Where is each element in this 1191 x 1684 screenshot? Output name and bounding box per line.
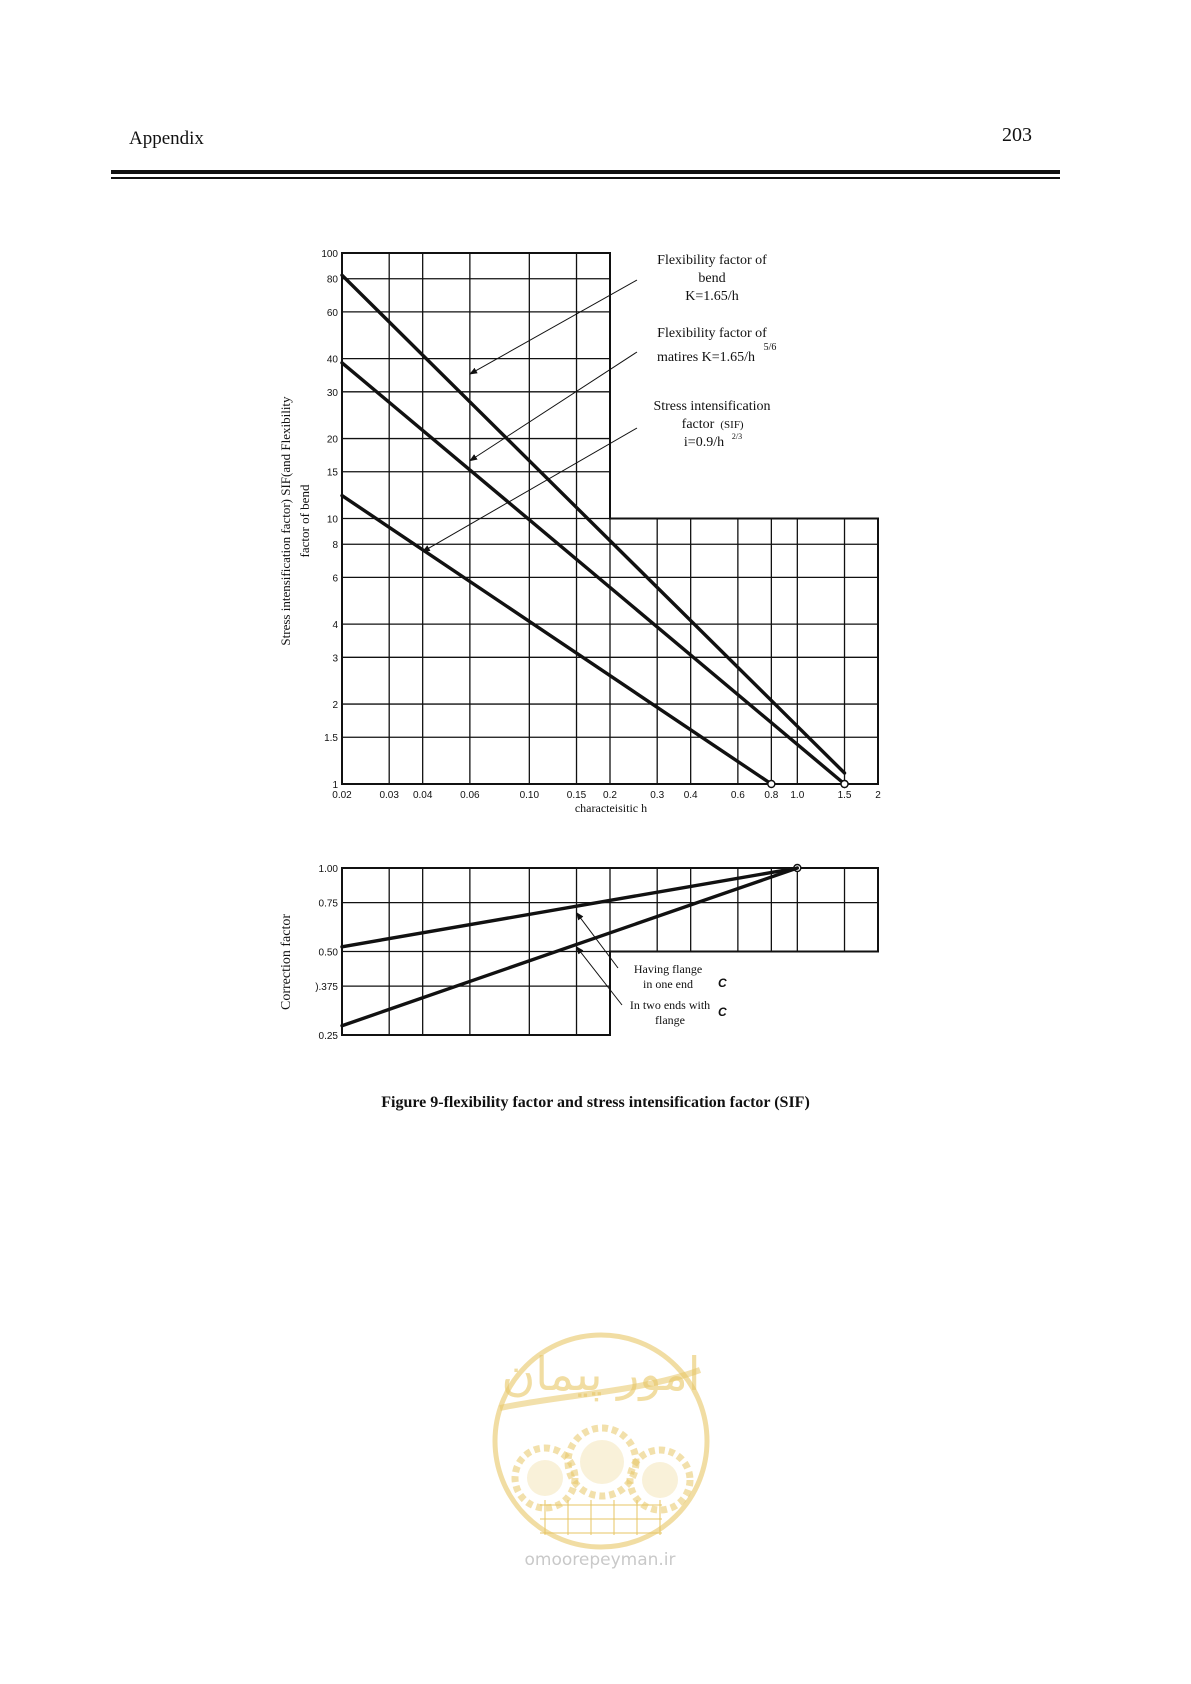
y-tick-label: 15 [326, 467, 338, 479]
annotation-sif-abbrev: (SIF) [720, 419, 744, 431]
y-tick-label: 4 [332, 620, 338, 632]
x-tick-label: 1.5 [837, 790, 852, 801]
annotation-arrow-one-end [577, 913, 618, 968]
watermark-logo [495, 1335, 707, 1547]
y-tick-label: 20 [326, 434, 338, 446]
series-line-k_mitre [342, 363, 845, 784]
y-tick-label: 100 [321, 249, 338, 260]
x-tick-label: 1.0 [790, 790, 805, 801]
annotation-mitre-line2: matires K=1.65/h [656, 350, 756, 365]
y-tick-label: 6 [332, 573, 338, 585]
annotation-mitre-exponent: 5/6 [763, 342, 777, 353]
y-tick-label: 30 [326, 387, 338, 399]
y-axis-label: Stress intensification factor) SIF(and Flexibility [278, 396, 293, 646]
annotation-sif-exponent: 2/3 [731, 432, 743, 441]
correction-factor-chart [279, 864, 878, 1042]
annotation-one-end-line1: Having flange [633, 962, 703, 976]
series-line-one_end [342, 868, 797, 947]
y-tick-label: 1.00 [318, 864, 338, 875]
x-tick-label: 0.06 [460, 790, 480, 801]
annotation-sif-line3: i=0.9/h [683, 435, 725, 450]
annotation-bend-line1: Flexibility factor of [657, 253, 767, 268]
logo-script: امور پیمان [501, 1347, 701, 1401]
y-tick-label: 1 [332, 780, 338, 791]
y-tick-label: 2 [332, 700, 338, 712]
x-tick-label: 0.02 [332, 790, 352, 801]
page-number: 203 [1002, 124, 1032, 146]
flexibility-sif-chart [278, 249, 881, 815]
series-line-sif [342, 496, 771, 784]
annotation-arrow-mitre [470, 352, 637, 461]
running-header: Appendix [129, 128, 204, 149]
x-tick-label: 0.2 [603, 790, 617, 801]
annotation-two-ends-formula: C [718, 1005, 727, 1019]
annotation-arrow-two-ends [577, 947, 622, 1005]
series-endpoint-k_mitre [841, 781, 848, 788]
figure-caption: Figure 9-flexibility factor and stress intensification factor (SIF) [381, 1094, 810, 1111]
y-tick-label: 40 [326, 354, 338, 366]
annotation-sif-line2: factor [681, 417, 715, 432]
x-tick-label: 0.15 [566, 790, 587, 801]
y-tick-label: 1.5 [324, 733, 338, 745]
x-tick-label: 0.10 [519, 790, 540, 801]
series-line-two_ends [342, 868, 797, 1026]
x-tick-label: 0.03 [379, 790, 399, 801]
annotation-two-ends-line2: flange [655, 1013, 685, 1027]
annotation-bend-line2: bend [698, 271, 726, 286]
y-tick-label: 60 [326, 307, 338, 319]
x-tick-label: 2 [875, 790, 881, 801]
annotation-mitre-line1: Flexibility factor of [657, 326, 767, 341]
logo-gear-hub [580, 1440, 624, 1484]
watermark-text: omoorepeyman.ir [524, 1550, 676, 1570]
y-axis-label-line2: factor of bend [297, 484, 312, 558]
annotation-one-end-formula: C [718, 976, 727, 990]
y-tick-label: 8 [332, 540, 338, 552]
annotation-bend-line3: K=1.65/h [685, 289, 739, 304]
x-tick-label: 0.6 [730, 790, 745, 801]
x-tick-label: 0.4 [683, 790, 698, 801]
y-tick-label: 80 [326, 274, 338, 286]
y-axis-label: Correction factor [279, 913, 294, 1011]
logo-gear-hub [642, 1462, 678, 1498]
y-tick-label: 0.25 [318, 1031, 338, 1042]
x-tick-label: 0.3 [650, 790, 665, 801]
annotation-arrow-bend [470, 280, 637, 374]
y-tick-label: 10 [326, 514, 338, 526]
annotation-two-ends-line1: In two ends with [629, 998, 711, 1012]
series-endpoint-sif [768, 781, 775, 788]
x-tick-label: 0.8 [764, 790, 779, 801]
y-tick-label: ).375 [315, 982, 338, 994]
y-tick-label: 3 [332, 653, 338, 665]
y-tick-label: 0.50 [318, 947, 338, 959]
annotation-sif-line1: Stress intensification [653, 399, 771, 414]
x-axis-label: characteisitic h [574, 801, 648, 815]
logo-gear-hub [527, 1460, 563, 1496]
y-tick-label: 0.75 [318, 898, 338, 910]
x-tick-label: 0.04 [412, 790, 433, 801]
annotation-one-end-line2: in one end [643, 977, 693, 991]
